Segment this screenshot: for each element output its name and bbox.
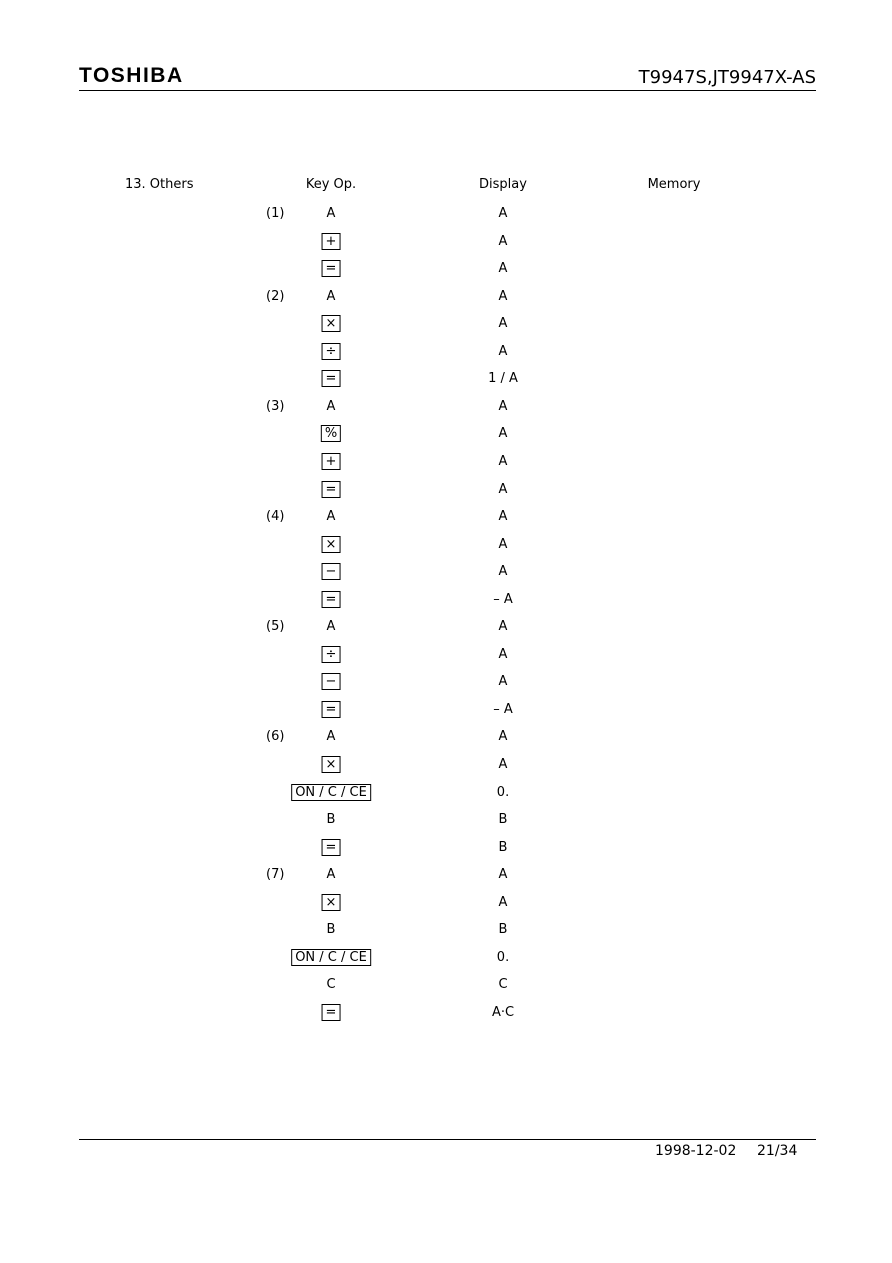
key-input-value: A (326, 729, 336, 745)
table-row (0, 894, 892, 914)
key-button-symbol: × (322, 756, 341, 773)
key-input-value: A (326, 619, 336, 635)
step-number: (2) (266, 288, 285, 304)
table-row (0, 784, 892, 804)
step-number: (3) (266, 398, 285, 414)
display-value: 0. (496, 949, 510, 965)
display-value: A (498, 398, 508, 414)
display-value: A (498, 453, 508, 469)
column-header-memory: Memory (647, 177, 701, 192)
table-row (0, 205, 892, 225)
table-row (0, 839, 892, 859)
key-button-symbol: = (322, 1004, 341, 1021)
display-value: A (498, 564, 508, 580)
key-button-symbol: + (322, 233, 341, 250)
display-value: A (498, 316, 508, 332)
key-button-symbol: + (322, 453, 341, 470)
key-input-value: C (326, 977, 336, 993)
display-value: A (498, 894, 508, 910)
key-button-symbol: = (322, 591, 341, 608)
key-button-symbol: × (322, 315, 341, 332)
display-value: – A (493, 591, 513, 607)
display-value: B (498, 922, 508, 938)
column-header-display: Display (479, 177, 527, 192)
key-input-value: A (326, 206, 336, 221)
table-row (0, 288, 892, 308)
table-row (0, 536, 892, 556)
display-value: A (498, 509, 508, 525)
table-row (0, 673, 892, 693)
table-row (0, 591, 892, 611)
table-row (0, 453, 892, 473)
table-row (0, 646, 892, 666)
key-button-symbol: ÷ (322, 343, 341, 360)
table-row (0, 811, 892, 831)
key-button-symbol: ÷ (322, 646, 341, 663)
table-row (0, 508, 892, 528)
key-button-symbol: = (322, 370, 341, 387)
section-title: 13. Others (125, 177, 194, 192)
display-value: A (498, 261, 508, 277)
footer-date: 1998-12-02 (655, 1143, 737, 1159)
table-row (0, 921, 892, 941)
key-button-symbol: = (322, 839, 341, 856)
key-input-value: A (326, 288, 336, 304)
display-value: C (498, 977, 508, 993)
display-value: B (498, 839, 508, 855)
table-row (0, 949, 892, 969)
table-row (0, 481, 892, 501)
display-value: A (498, 481, 508, 497)
display-value: A (498, 757, 508, 772)
table-row (0, 315, 892, 335)
key-button-symbol: × (322, 894, 341, 911)
table-row (0, 701, 892, 721)
table-row (0, 756, 892, 776)
key-button-symbol: − (322, 563, 341, 580)
toshiba-logo: TOSHIBA (79, 64, 184, 87)
table-row (0, 260, 892, 280)
display-value: – A (493, 701, 513, 717)
table-row (0, 618, 892, 638)
key-button-symbol: % (321, 425, 341, 442)
table-row (0, 563, 892, 583)
display-value: A (498, 646, 508, 662)
table-row (0, 370, 892, 390)
table-row (0, 398, 892, 418)
header-rule (79, 90, 816, 91)
display-value: A (498, 343, 508, 359)
step-number: (4) (266, 509, 285, 525)
key-button-symbol: ON / C / CE (291, 784, 371, 801)
step-number: (7) (266, 867, 285, 883)
key-input-value: B (326, 812, 336, 828)
display-value: A (498, 288, 508, 304)
key-button-symbol: = (322, 260, 341, 277)
key-button-symbol: ON / C / CE (291, 949, 371, 966)
footer-rule (79, 1139, 816, 1140)
key-input-value: A (326, 509, 336, 525)
key-input-value: A (326, 867, 336, 883)
display-value: A (498, 619, 508, 635)
key-button-symbol: × (322, 536, 341, 553)
key-input-value: B (326, 922, 336, 938)
part-number: T9947S,JT9947X-AS (638, 67, 816, 88)
table-row (0, 233, 892, 253)
table-row (0, 1004, 892, 1024)
display-value: A (498, 536, 508, 552)
table-row (0, 425, 892, 445)
key-button-symbol: − (322, 673, 341, 690)
table-row (0, 976, 892, 996)
table-row (0, 728, 892, 748)
footer-page-number: 21/34 (757, 1143, 798, 1159)
table-row (0, 343, 892, 363)
key-input-value: A (326, 398, 336, 414)
table-row (0, 866, 892, 886)
display-value: B (498, 812, 508, 828)
display-value: A·C (491, 1004, 515, 1020)
display-value: A (498, 206, 508, 221)
key-button-symbol: = (322, 701, 341, 718)
column-header-key-op: Key Op. (305, 177, 357, 192)
display-value: A (498, 867, 508, 883)
step-number: (5) (266, 619, 285, 635)
display-value: A (498, 729, 508, 745)
display-value: 1 / A (488, 371, 518, 387)
step-number: (1) (266, 206, 285, 221)
step-number: (6) (266, 729, 285, 745)
display-value: A (498, 674, 508, 690)
display-value: 0. (496, 784, 510, 800)
display-value: A (498, 233, 508, 249)
key-button-symbol: = (322, 481, 341, 498)
display-value: A (498, 426, 508, 442)
